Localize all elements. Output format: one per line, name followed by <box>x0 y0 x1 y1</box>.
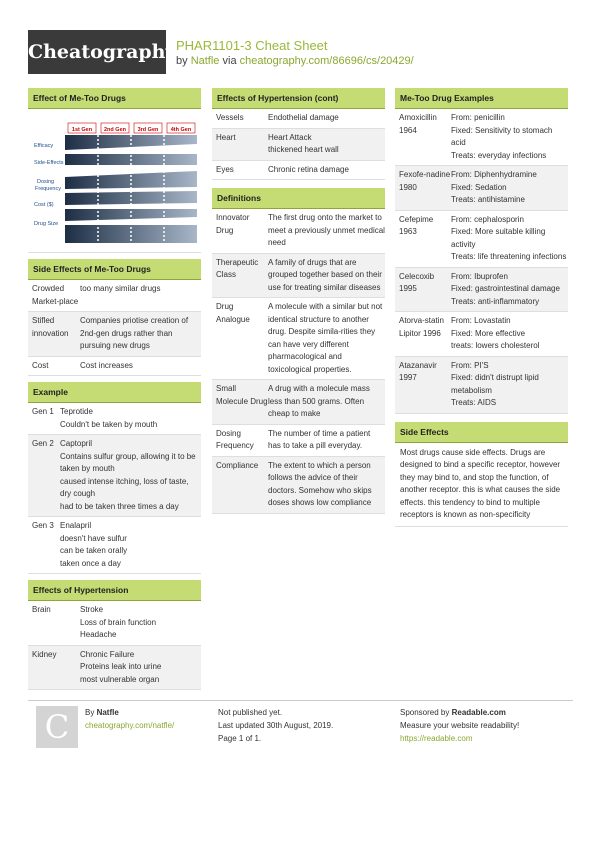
metoo-diagram <box>32 117 197 245</box>
table-row <box>28 435 201 517</box>
section-side-effects <box>395 422 568 527</box>
section-title: Effect of Me-Too Drugs <box>28 88 201 109</box>
section-effect-metoo <box>28 88 201 253</box>
row-key: Cefepime 1963 <box>399 214 434 236</box>
row-key: Brain <box>32 605 51 614</box>
footer-sponsor <box>400 706 519 745</box>
last-updated: Last updated 30th August, 2019. <box>218 721 334 730</box>
row-key: Celecoxib 1995 <box>399 271 435 293</box>
footer-by-label: By <box>85 708 95 717</box>
section-title: Effects of Hypertension (cont) <box>212 88 385 109</box>
section-title: Effects of Hypertension <box>28 580 201 601</box>
table-row <box>28 601 201 646</box>
side-effects-text: Most drugs cause side effects. Drugs are designed to bind a specific receptor, however they may bind to, and stop the function, of another receptor. this is what causes the side effects. this tendency to bind to multiple receptors is known as non-specificity <box>395 443 568 527</box>
table-row <box>395 312 568 357</box>
sponsor-name[interactable]: Readable.com <box>451 708 506 717</box>
metoo-figure <box>28 109 201 253</box>
page-count: Page 1 of 1. <box>218 734 262 743</box>
sheet-url-link[interactable]: cheatography.com/86696/cs/20429/ <box>239 55 414 67</box>
table-row <box>395 211 568 268</box>
column-1 <box>28 88 201 696</box>
row-key: Gen 2 <box>32 439 54 448</box>
table-row <box>212 209 385 254</box>
table-row <box>212 129 385 161</box>
table-row <box>395 357 568 414</box>
row-value: Heart Attack thickened heart wall <box>268 132 339 154</box>
table-row <box>28 646 201 691</box>
table-row <box>212 425 385 457</box>
sponsor-label: Sponsored by <box>400 708 450 717</box>
row-key: Atazanavir 1997 <box>399 360 437 382</box>
row-key: Vessels <box>216 113 244 122</box>
page-title: PHAR1101-3 Cheat Sheet <box>176 38 328 53</box>
column-2 <box>212 88 385 520</box>
section-metoo-examples <box>395 88 568 414</box>
table-row <box>212 161 385 181</box>
row-value: From: penicillin Fixed: Sensitivity to stomach acid Treats: everyday infections <box>451 113 553 160</box>
footer-divider <box>28 700 573 701</box>
table-row <box>395 268 568 313</box>
footer-author <box>85 706 174 732</box>
row-key: Therapeutic Class <box>216 257 259 279</box>
row-value: From: Diphenhydramine Fixed: Sedation Treats: antihistamine <box>451 170 537 204</box>
section-side-effects-metoo <box>28 259 201 376</box>
table-row <box>28 403 201 435</box>
section-effects-hypertension-cont <box>212 88 385 180</box>
row-value: The first drug onto the market to meet a previously unmet medical need <box>268 213 385 247</box>
row-value: Chronic Failure Proteins leak into urine most vulnerable organ <box>80 649 162 684</box>
row-value: too many similar drugs <box>80 284 161 293</box>
row-key: Atorva-statin Lipitor 1996 <box>399 316 444 338</box>
sponsor-text: Measure your website readability! <box>400 721 520 730</box>
page-header <box>0 0 600 88</box>
row-key: Compliance <box>216 460 259 470</box>
table-row <box>212 380 385 425</box>
table-row <box>212 254 385 299</box>
column-3 <box>395 88 568 533</box>
row-value: A family of drugs that are grouped together based on their use for treating similar diseases <box>268 257 382 292</box>
table-row <box>28 280 201 312</box>
table-row <box>28 357 201 377</box>
row-key: Stifled innovation <box>32 316 69 338</box>
row-key: Innovator Drug <box>216 213 250 235</box>
row-key: Gen 1 <box>32 407 54 416</box>
row-value: The number of time a patient has to take a pill everyday. <box>268 428 371 450</box>
row-label: Drug Size <box>34 221 59 227</box>
footer-status <box>218 706 333 745</box>
gen-label: 4th Gen <box>170 127 192 133</box>
row-key: Small Molecule Drug <box>216 384 268 406</box>
table-row <box>212 109 385 129</box>
section-example <box>28 382 201 574</box>
gen-label: 1st Gen <box>71 127 93 133</box>
row-key: Gen 3 <box>32 521 54 530</box>
row-key: Crowded Market-place <box>32 284 79 306</box>
row-value: Chronic retina damage <box>268 164 349 174</box>
row-value: Companies priotise creation of 2nd-gen drugs rather than pursuing new drugs <box>80 316 189 350</box>
sponsor-link[interactable]: https://readable.com <box>400 734 473 743</box>
byline <box>176 55 414 67</box>
table-row <box>395 166 568 211</box>
row-value: Endothelial damage <box>268 113 339 122</box>
row-key: Amoxicillin 1964 <box>399 113 437 135</box>
row-label: Dosing Frequency <box>35 179 61 192</box>
row-value: From: Ibuprofen Fixed: gastrointestinal damage Treats: anti-inflammatory <box>451 271 560 306</box>
row-value: Teprotide Couldn't be taken by mouth <box>60 407 158 429</box>
row-key: Eyes <box>216 164 234 174</box>
row-value: From: Lovastatin Fixed: More effective treats: lowers cholesterol <box>451 316 540 350</box>
section-title: Example <box>28 382 201 403</box>
section-title: Side Effects of Me-Too Drugs <box>28 259 201 280</box>
row-value: Enalapril doesn't have sulfur can be taken orally taken once a day <box>60 521 128 568</box>
table-row <box>212 298 385 380</box>
table-row <box>212 457 385 514</box>
via-label: via <box>222 55 237 67</box>
table-row <box>28 312 201 357</box>
row-value: A molecule with a similar but not identical structure to another drug. Despite simila-rities they can have very different pharmacological and toxicological properties. <box>268 302 383 374</box>
section-effects-hypertension <box>28 580 201 690</box>
row-key: Drug Analogue <box>216 302 250 324</box>
section-definitions <box>212 188 385 514</box>
row-key: Dosing Frequency <box>216 428 254 450</box>
row-value: Stroke Loss of brain function Headache <box>80 605 157 639</box>
row-key: Heart <box>216 132 236 142</box>
table-row <box>28 517 201 574</box>
row-label: Efficacy <box>34 143 54 149</box>
row-value: Cost increases <box>80 360 133 370</box>
row-key: Cost <box>32 360 49 370</box>
row-value: Captopril Contains sulfur group, allowing it to be taken by mouth caused intense itching, loss of taste, dry cough had to be taken three times a day <box>60 439 196 511</box>
row-value: From: cephalosporin Fixed: More suitable killing activity Treats: life threatening infections <box>451 214 567 261</box>
cheatography-logo[interactable]: Cheatography <box>28 30 166 74</box>
by-label: by <box>176 55 188 67</box>
row-key: Kidney <box>32 649 57 659</box>
row-value: A drug with a molecule mass less than 500 grams. Often cheap to make <box>268 384 370 418</box>
row-label: Side-Effects <box>34 160 64 166</box>
footer-author-name[interactable]: Natfle <box>96 708 119 717</box>
gen-label: 2nd Gen <box>103 127 127 133</box>
section-title: Me-Too Drug Examples <box>395 88 568 109</box>
author-link[interactable]: Natfle <box>190 55 220 67</box>
footer-author-link[interactable]: cheatography.com/natfle/ <box>85 721 175 730</box>
row-label: Cost ($) <box>34 202 54 208</box>
section-title: Side Effects <box>395 422 568 443</box>
row-value: From: PI'S Fixed: didn't distrupt lipid metabolism Treats: AIDS <box>451 360 539 407</box>
row-value: The extent to which a person follows the advice of their doctors. Somehow who skips doses shows low compliance <box>268 460 372 507</box>
table-row <box>395 109 568 166</box>
row-key: Fexofe-nadine 1980 <box>399 170 451 192</box>
publish-status: Not published yet. <box>218 708 283 717</box>
gen-label: 3rd Gen <box>137 127 159 133</box>
section-title: Definitions <box>212 188 385 209</box>
cheatographer-avatar: C <box>36 706 78 748</box>
